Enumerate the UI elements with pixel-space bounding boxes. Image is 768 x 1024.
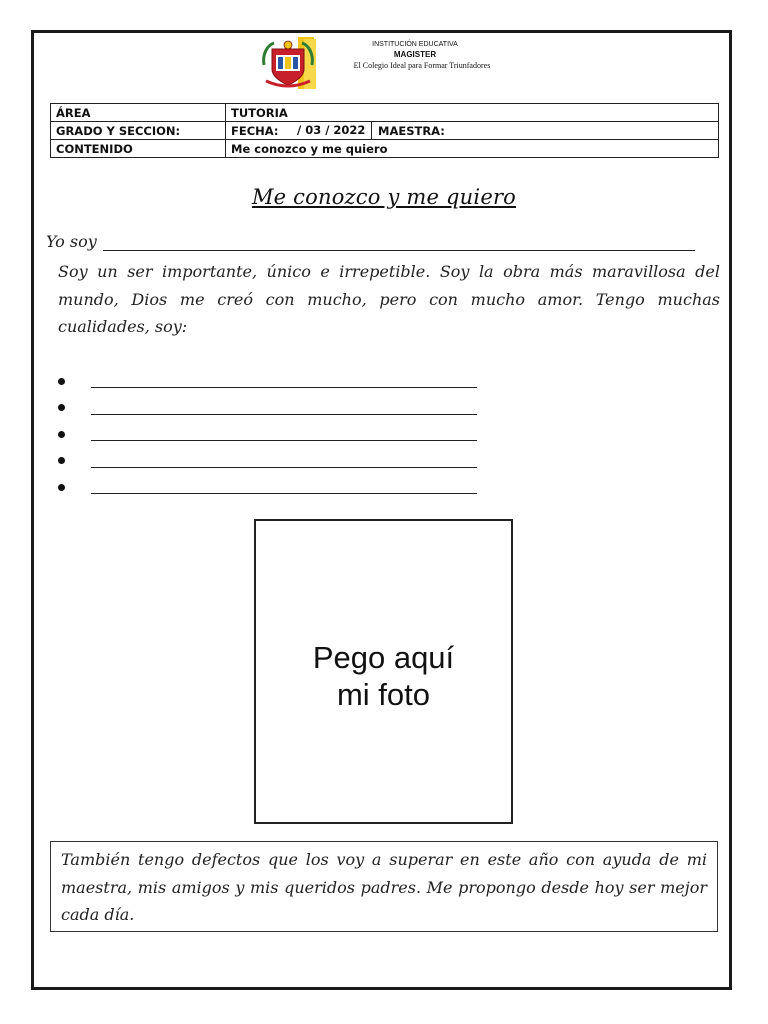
date-label: FECHA: bbox=[231, 123, 279, 138]
date-value: / 03 / 2022 bbox=[297, 122, 372, 139]
photo-box bbox=[254, 519, 513, 824]
content-value: Me conozco y me quiero bbox=[226, 140, 719, 158]
closing-paragraph-box: También tengo defectos que los voy a superar en este año con ayuda de mi maestra, mis amigos y mis queridos padres. Me propongo desde hoy ser mejor cada día. bbox=[50, 841, 718, 932]
table-row bbox=[51, 140, 719, 158]
bullet-icon bbox=[58, 404, 65, 411]
quality-blank bbox=[91, 480, 477, 494]
bullet-icon bbox=[58, 457, 65, 464]
yo-soy-label: Yo soy bbox=[46, 232, 97, 251]
photo-text-line1: Pego aquí bbox=[312, 639, 455, 675]
intro-paragraph: Soy un ser importante, único e irrepetible. Soy la obra más maravillosa del mundo, Dios me creó con mucho, pero con mucho amor. Tengo muchas cualidades, soy: bbox=[58, 262, 720, 336]
school-header bbox=[330, 40, 500, 71]
quality-blank bbox=[91, 454, 477, 468]
content-label: CONTENIDO bbox=[51, 140, 226, 158]
list-item bbox=[58, 421, 477, 448]
list-item bbox=[58, 395, 477, 422]
area-value: TUTORIA bbox=[226, 104, 719, 122]
table-row bbox=[51, 122, 719, 140]
list-item bbox=[58, 448, 477, 475]
list-item bbox=[58, 474, 477, 501]
photo-placeholder-text bbox=[313, 639, 454, 713]
quality-blank bbox=[91, 427, 477, 441]
institution-label: INSTITUCIÓN EDUCATIVA bbox=[372, 41, 458, 48]
yo-soy-line bbox=[46, 232, 695, 251]
grade-label: GRADO Y SECCION: bbox=[51, 122, 226, 140]
quality-blank bbox=[91, 401, 477, 415]
bullet-icon bbox=[58, 431, 65, 438]
table-row bbox=[51, 104, 719, 122]
school-slogan: El Colegio Ideal para Formar Triunfadores bbox=[353, 61, 491, 70]
info-table bbox=[50, 103, 719, 158]
name-blank bbox=[103, 236, 695, 251]
teacher-label: MAESTRA: bbox=[378, 123, 445, 138]
school-name: MAGISTER bbox=[393, 50, 437, 59]
bullet-icon bbox=[58, 378, 65, 385]
area-label: ÁREA bbox=[51, 104, 226, 122]
qualities-list bbox=[58, 368, 477, 501]
date-teacher-cell bbox=[226, 122, 719, 140]
quality-blank bbox=[91, 374, 477, 388]
photo-text-line2: mi foto bbox=[336, 676, 430, 712]
list-item bbox=[58, 368, 477, 395]
worksheet-title: Me conozco y me quiero bbox=[251, 185, 517, 209]
school-crest-logo bbox=[258, 35, 318, 91]
bullet-icon bbox=[58, 484, 65, 491]
